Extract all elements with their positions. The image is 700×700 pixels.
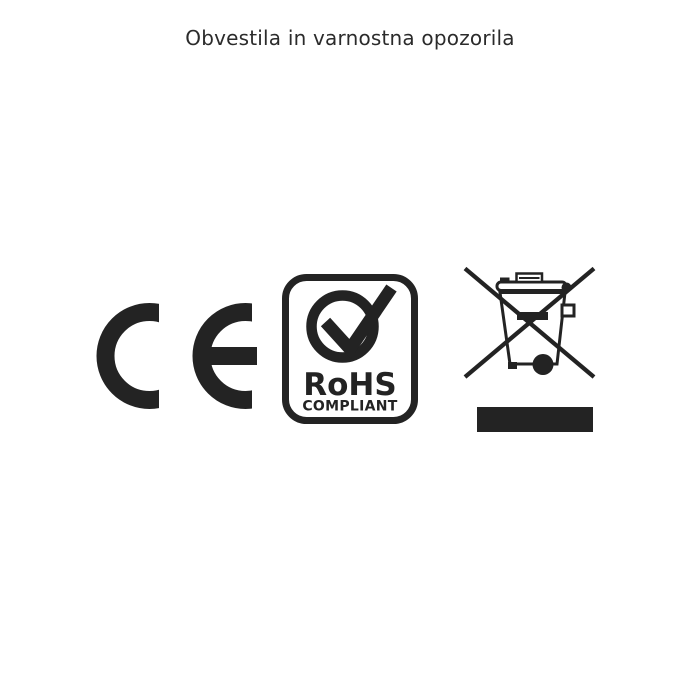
weee-black-bar [477, 407, 593, 432]
weee-crossed-bin-icon [458, 262, 600, 437]
weee-bin-side-handle [562, 305, 574, 316]
ce-letter-e [202, 301, 261, 411]
weee-bin-handle [517, 274, 543, 283]
ce-letter-c [106, 301, 204, 411]
weee-bin-foot [508, 362, 517, 369]
weee-bin-dash [517, 312, 548, 320]
rohs-compliant-label: COMPLIANT [302, 398, 398, 415]
weee-bin-hinge [500, 278, 510, 284]
rohs-compliant-icon [282, 274, 418, 424]
weee-bin-wheel [533, 354, 554, 375]
ce-mark-icon [95, 301, 260, 411]
rohs-label: RoHS [303, 367, 397, 403]
weee-bin-lid [497, 282, 566, 291]
section-title: Obvestila in varnostna opozorila [185, 26, 515, 50]
